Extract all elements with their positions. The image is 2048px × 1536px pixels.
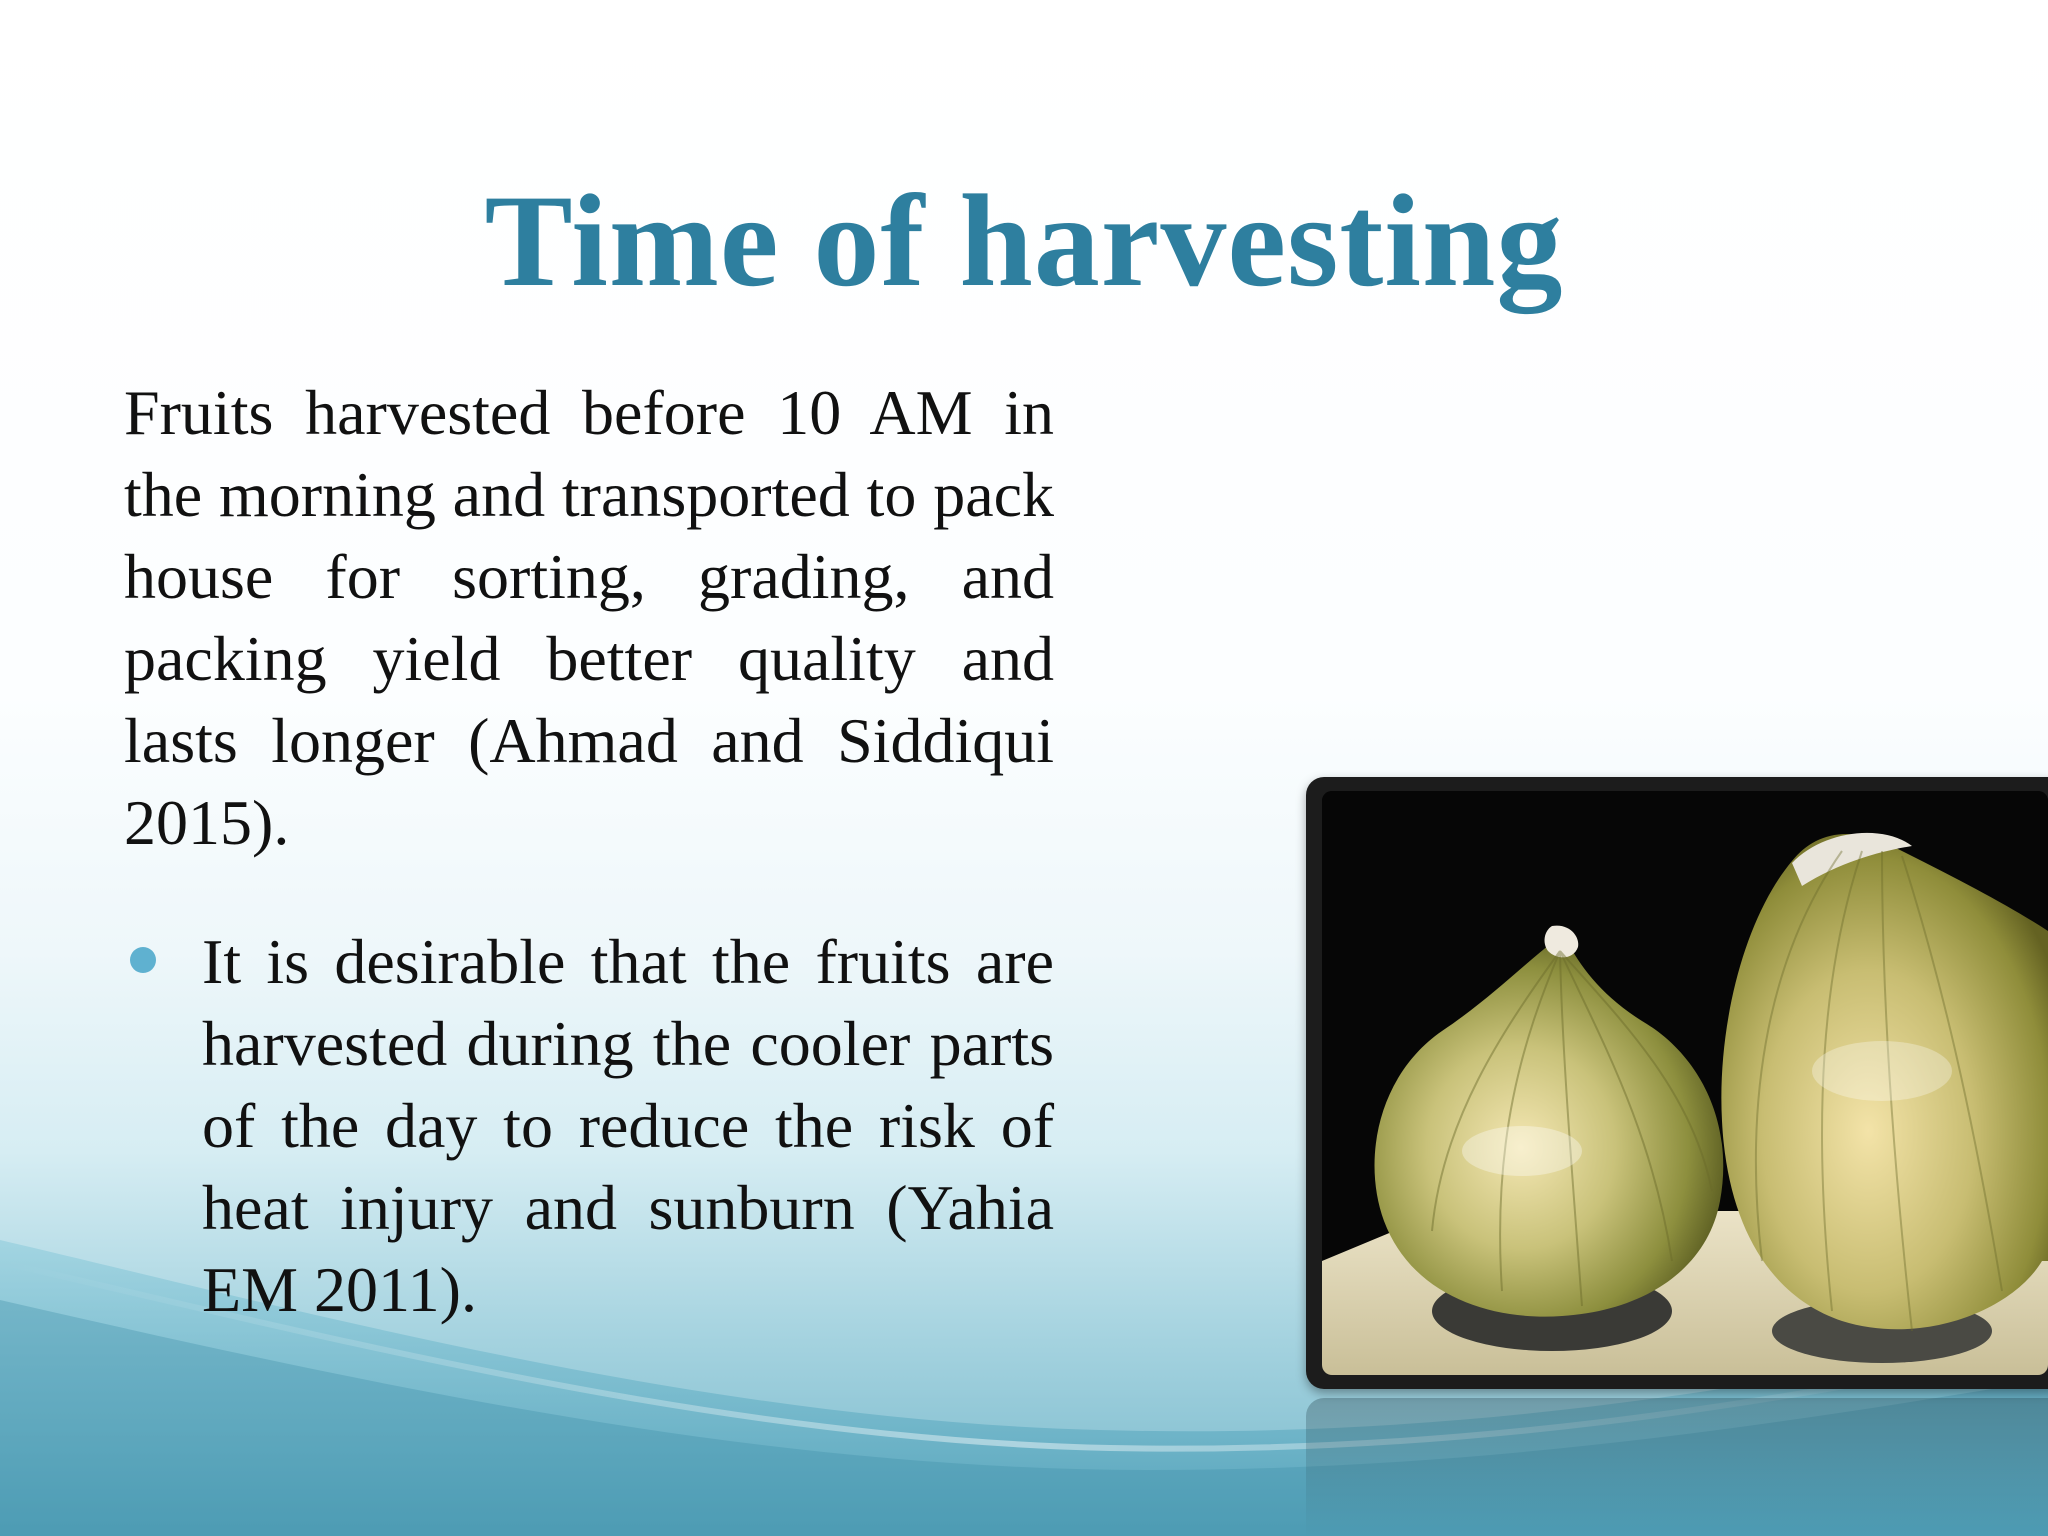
onion-photo-frame xyxy=(1306,777,2048,1389)
bullet-list xyxy=(124,921,1054,1331)
onion-photo xyxy=(1322,791,2048,1375)
bullet-dot-icon xyxy=(130,947,156,973)
body-paragraph: Fruits harvested before 10 AM in the morning and transported to pack house for sorting, grading, and packing yield better quality and lasts longer (Ahmad and Siddiqui 2015). xyxy=(124,377,1054,858)
slide-title: Time of harvesting xyxy=(484,167,1564,314)
onion-illustration xyxy=(1322,791,2048,1375)
photo-reflection xyxy=(1306,1398,2048,1536)
bullet-item: It is desirable that the fruits are harvested during the cooler parts of the day to reduce the risk of heat injury and sunburn (Yahia EM 2011). xyxy=(202,926,1054,1325)
